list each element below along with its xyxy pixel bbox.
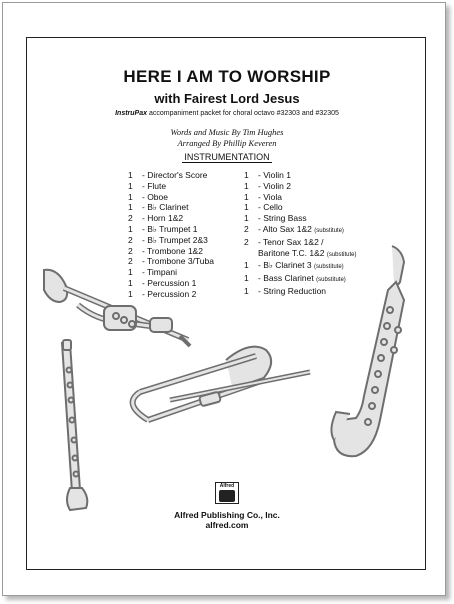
alfred-logo-mark [219, 490, 235, 502]
instrument-quantity: 2 [128, 234, 133, 245]
instrument-quantity: 1 [128, 223, 133, 234]
alfred-logo-text: Alfred [219, 483, 235, 489]
instrument-name: - B♭ Clarinet 3 [258, 260, 312, 271]
song-subtitle: with Fairest Lord Jesus [154, 91, 300, 106]
instrument-name: - B♭ Trumpet 1 [142, 223, 198, 234]
instrument-name: - Percussion 1 [142, 277, 197, 288]
instrument-name: - B♭ Trumpet 2&3 [142, 234, 208, 245]
instrument-quantity: 1 [244, 170, 249, 180]
instrument-name: - Violin 2 [258, 180, 291, 191]
instrument-quantity: 1 [244, 260, 249, 271]
instrument-row [244, 213, 357, 224]
instrument-name: - Violin 1 [258, 170, 291, 180]
instrument-name: - Oboe [142, 191, 168, 202]
instrument-name: - Flute [142, 180, 167, 191]
song-title: HERE I AM TO WORSHIP [123, 67, 331, 86]
instrument-name: - Director's Score [142, 170, 208, 180]
instrument-quantity: 1 [128, 180, 133, 191]
instrument-name: - B♭ Clarinet [142, 202, 189, 213]
instrument-row [128, 202, 214, 213]
instrument-row [244, 286, 357, 297]
instrument-quantity: 2 [128, 245, 133, 256]
packet-brand: InstruPax [115, 110, 148, 117]
instrument-name: - Timpani [142, 267, 177, 278]
instrument-quantity: 1 [244, 191, 249, 202]
instrument-row [128, 170, 214, 181]
arranger-credit: Arranged By Phillip Keveren [177, 138, 277, 148]
publisher-name: Alfred Publishing Co., Inc. [174, 510, 280, 520]
instrument-quantity: 1 [244, 180, 249, 191]
instrument-name: - Alto Sax 1&2 [258, 223, 312, 234]
instrument-row [128, 256, 214, 267]
instrument-quantity: 1 [128, 277, 133, 288]
publisher-website[interactable]: alfred.com [205, 520, 249, 530]
instrument-quantity: 2 [128, 256, 133, 267]
words-music-credit: Words and Music By Tim Hughes [170, 127, 284, 137]
instrument-quantity: 1 [128, 288, 133, 299]
instrument-name: - Horn 1&2 [142, 213, 184, 224]
instrumentation-heading [0, 152, 454, 162]
instrument-row [128, 213, 214, 224]
credits [0, 127, 454, 149]
instrument-row [244, 273, 357, 286]
instrument-name: - Tenor Sax 1&2 / [258, 236, 324, 247]
instrument-row [128, 278, 214, 289]
instrument-quantity: 1 [128, 170, 133, 180]
packet-description [0, 110, 454, 117]
instrument-row [128, 267, 214, 278]
instrument-row [128, 289, 214, 300]
trombone-illustration [133, 347, 310, 420]
instrument-name: - Bass Clarinet [258, 273, 314, 284]
alfred-logo [215, 482, 239, 504]
instrument-quantity: 1 [128, 202, 133, 213]
instrumentation-heading-label: INSTRUMENTATION [184, 152, 270, 162]
packet-text: accompaniment packet for choral octavo #32303 and #32305 [148, 110, 339, 117]
instrument-note: (substitute) [326, 251, 357, 258]
instrument-name: - Viola [258, 191, 282, 202]
instrument-note: (substitute) [314, 264, 344, 271]
instrument-name: - Trombone 3/Tuba [142, 256, 214, 267]
instrument-quantity: 1 [244, 273, 249, 284]
clarinet-illustration [62, 340, 87, 510]
instrument-quantity: 2 [244, 236, 249, 247]
instrument-row [244, 237, 357, 248]
instrument-quantity: 1 [244, 202, 249, 213]
instrument-name: - String Bass [258, 213, 307, 224]
instrument-quantity: 2 [128, 213, 133, 224]
publisher-block [0, 510, 454, 530]
instrument-row [128, 181, 214, 192]
instrument-quantity: 1 [244, 213, 249, 224]
instrument-row [244, 248, 357, 261]
instrument-row [128, 235, 214, 246]
instrument-row [244, 202, 357, 213]
instrument-quantity: 1 [128, 267, 133, 278]
instrument-quantity: 1 [128, 191, 133, 202]
instrument-row [244, 260, 357, 273]
instrument-name: - Cello [258, 202, 283, 213]
instrument-name: - Percussion 2 [142, 288, 197, 299]
instrument-note: (substitute) [316, 277, 346, 284]
instrument-name: Baritone T.C. 1&2 [258, 247, 325, 258]
instrument-name: - Trombone 1&2 [142, 245, 203, 256]
instrument-row [128, 192, 214, 203]
instrument-row [128, 246, 214, 257]
instrument-note: (substitute) [314, 227, 344, 234]
instrument-list-left [128, 170, 214, 300]
instrument-row [244, 192, 357, 203]
instrument-row [244, 170, 357, 181]
instrument-row [244, 224, 357, 237]
instrument-row [244, 181, 357, 192]
instrument-list-right [244, 170, 357, 297]
instrument-quantity: 2 [244, 223, 249, 234]
instrument-name: - String Reduction [258, 285, 327, 296]
instrument-row [128, 224, 214, 235]
instrument-quantity: 1 [244, 285, 249, 296]
